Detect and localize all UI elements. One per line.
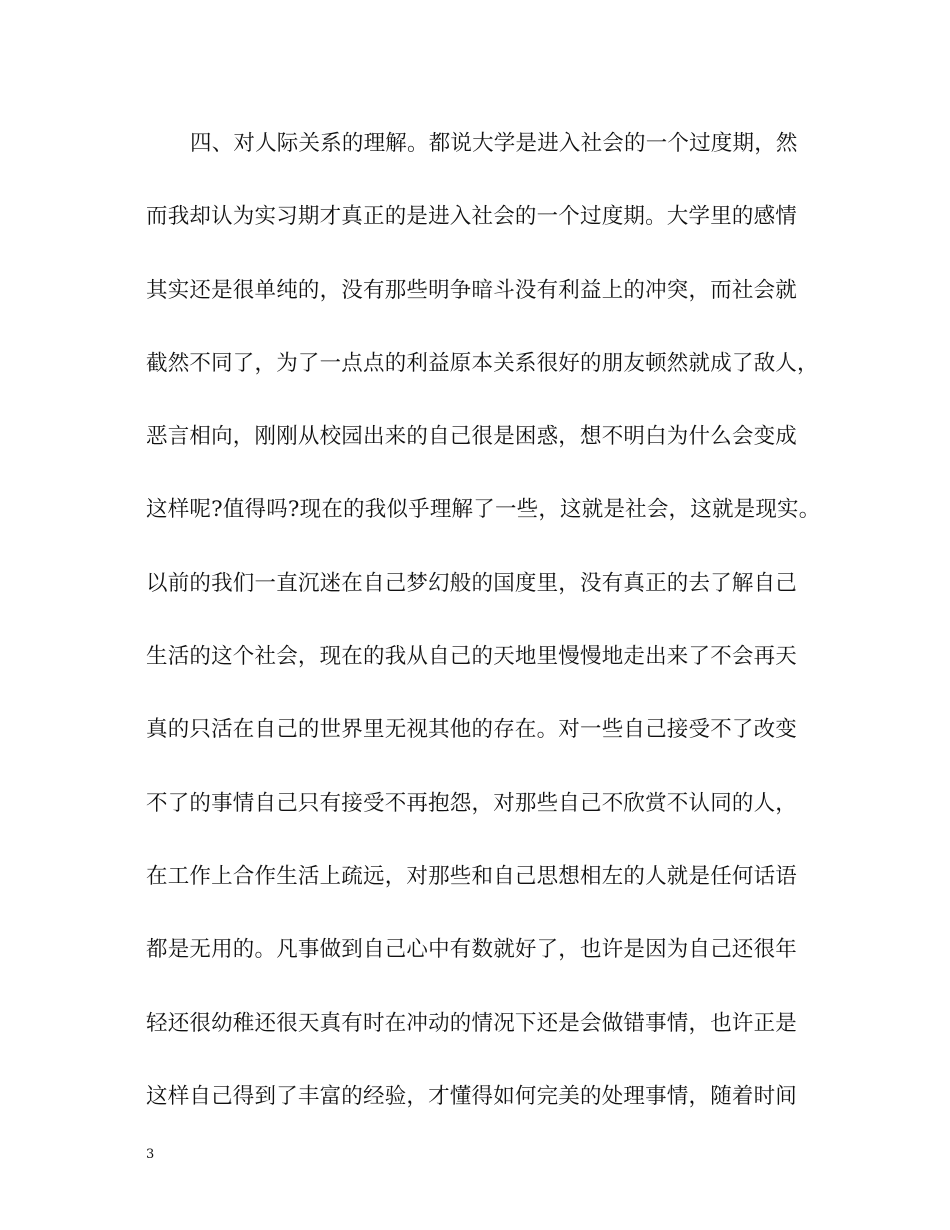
page-number: 3 xyxy=(146,1147,155,1162)
text-line: 这样呢?值得吗?现在的我似乎理解了一些，这就是社会，这就是现实。 xyxy=(146,497,821,523)
text-line: 都是无用的。凡事做到自己心中有数就好了，也许是因为自己还很年 xyxy=(146,937,798,963)
text-line: 不了的事情自己只有接受不再抱怨，对那些自己不欣赏不认同的人， xyxy=(146,790,798,816)
text-line: 而我却认为实习期才真正的是进入社会的一个过度期。大学里的感情 xyxy=(146,204,798,230)
text-line: 其实还是很单纯的，没有那些明争暗斗没有利益上的冲突，而社会就 xyxy=(146,277,798,303)
text-line: 四、对人际关系的理解。都说大学是进入社会的一个过度期，然 xyxy=(190,131,798,156)
text-line: 恶言相向，刚刚从校园出来的自己很是困惑，想不明白为什么会变成 xyxy=(146,424,798,450)
text-line: 以前的我们一直沉迷在自己梦幻般的国度里，没有真正的去了解自己 xyxy=(146,570,798,596)
text-line: 生活的这个社会，现在的我从自己的天地里慢慢地走出来了不会再天 xyxy=(146,644,798,670)
text-line: 真的只活在自己的世界里无视其他的存在。对一些自己接受不了改变 xyxy=(146,717,798,743)
text-line: 在工作上合作生活上疏远，对那些和自己思想相左的人就是任何话语 xyxy=(146,863,798,889)
text-line: 截然不同了，为了一点点的利益原本关系很好的朋友顿然就成了敌人， xyxy=(146,350,819,376)
text-line: 这样自己得到了丰富的经验，才懂得如何完美的处理事情，随着时间 xyxy=(146,1083,798,1109)
paragraph xyxy=(146,124,821,1150)
text-line: 轻还很幼稚还很天真有时在冲动的情况下还是会做错事情，也许正是 xyxy=(146,1010,798,1036)
